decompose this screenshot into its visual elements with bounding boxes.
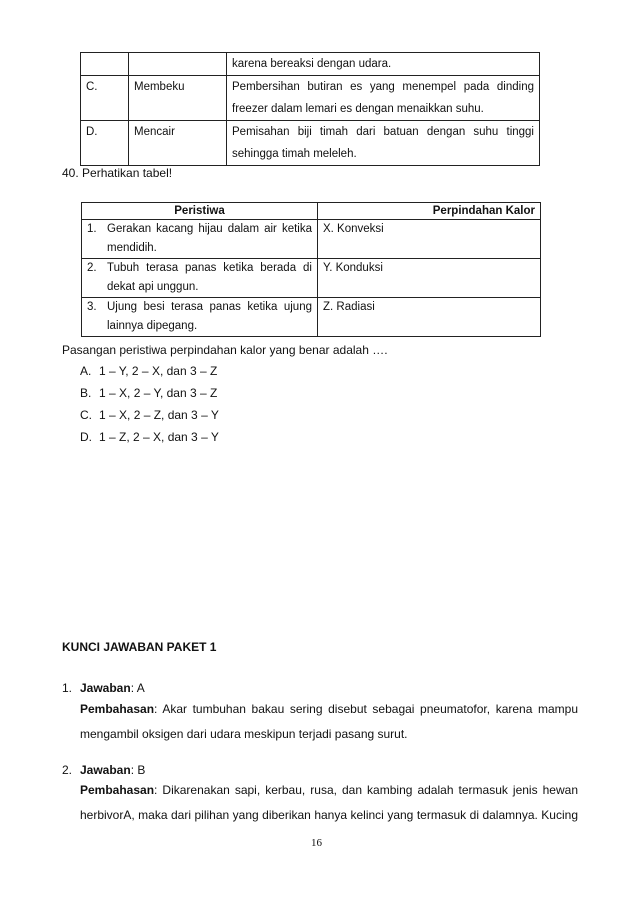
option-text: 1 – X, 2 – Y, dan 3 – Z bbox=[99, 386, 218, 400]
event-cell bbox=[82, 220, 318, 259]
answer-value: : B bbox=[130, 763, 146, 777]
answer-2-header bbox=[62, 763, 145, 777]
table-row bbox=[82, 259, 541, 298]
description-line: sehingga timah meleleh. bbox=[232, 148, 357, 160]
description-line: karena bereaksi dengan udara. bbox=[232, 58, 392, 70]
row-number: 3. bbox=[87, 301, 97, 313]
event-line-2: lainnya dipegang. bbox=[107, 320, 198, 332]
question-40-prompt: 40. Perhatikan tabel! bbox=[62, 166, 173, 180]
event-line-2: mendidih. bbox=[107, 242, 157, 254]
answer-label: Jawaban bbox=[80, 763, 131, 777]
question-40-text: Pasangan peristiwa perpindahan kalor yang benar adalah …. bbox=[62, 343, 388, 357]
option-letter: D. bbox=[80, 430, 92, 444]
option-b bbox=[80, 386, 217, 400]
option-c bbox=[80, 408, 219, 422]
transfer-cell: Y. Konduksi bbox=[318, 259, 541, 298]
option-letter bbox=[81, 53, 129, 76]
event-line bbox=[87, 259, 312, 278]
option-letter: C. bbox=[81, 76, 129, 121]
answer-number: 2. bbox=[62, 763, 73, 777]
option-d bbox=[80, 430, 219, 444]
option-text: 1 – X, 2 – Z, dan 3 – Y bbox=[99, 408, 219, 422]
answer-number: 1. bbox=[62, 681, 73, 695]
answer-value: : A bbox=[130, 681, 145, 695]
table-row bbox=[81, 53, 540, 76]
description-line: Pembersihan butiran es yang menempel pada dinding bbox=[232, 81, 534, 93]
option-letter: A. bbox=[80, 364, 92, 378]
option-letter: C. bbox=[80, 408, 92, 422]
table-row bbox=[81, 121, 540, 166]
answer-1-explanation bbox=[80, 697, 578, 747]
option-description bbox=[227, 121, 540, 166]
row-number: 2. bbox=[87, 262, 97, 274]
event-text: Tubuh terasa panas ketika berada di bbox=[107, 262, 312, 274]
answer-label: Jawaban bbox=[80, 681, 131, 695]
event-line-2: dekat api unggun. bbox=[107, 281, 199, 293]
page-number: 16 bbox=[311, 837, 322, 849]
answer-1-header bbox=[62, 681, 145, 695]
explanation-text: : Dikarenakan sapi, kerbau, rusa, dan kambing adalah termasuk jenis hewan herbivorA, maka dari pilihan yang diberikan hanya kelinci yang termasuk di dalamnya. Kucing bbox=[80, 783, 578, 822]
option-term: Mencair bbox=[129, 121, 227, 166]
row-number: 1. bbox=[87, 223, 97, 235]
table-row bbox=[82, 298, 541, 337]
option-a bbox=[80, 364, 217, 378]
event-line bbox=[87, 298, 312, 317]
option-letter: D. bbox=[81, 121, 129, 166]
event-cell bbox=[82, 259, 318, 298]
description-line: freezer dalam lemari es dengan menaikkan suhu. bbox=[232, 103, 484, 115]
answer-2-explanation bbox=[80, 778, 578, 828]
description-line: Pemisahan biji timah dari batuan dengan suhu tinggi bbox=[232, 126, 534, 138]
table-row bbox=[82, 220, 541, 259]
option-term bbox=[129, 53, 227, 76]
option-text: 1 – Z, 2 – X, dan 3 – Y bbox=[99, 430, 219, 444]
transfer-cell: Z. Radiasi bbox=[318, 298, 541, 337]
answer-key-title: KUNCI JAWABAN PAKET 1 bbox=[62, 640, 217, 654]
event-text: Gerakan kacang hijau dalam air ketika bbox=[107, 223, 312, 235]
explanation-text: : Akar tumbuhan bakau sering disebut sebagai pneumatofor, karena mampu mengambil oksigen dari udara meskipun terjadi pasang surut. bbox=[80, 702, 578, 741]
transfer-cell: X. Konveksi bbox=[318, 220, 541, 259]
header-event: Peristiwa bbox=[82, 203, 318, 220]
event-cell bbox=[82, 298, 318, 337]
header-transfer: Perpindahan Kalor bbox=[318, 203, 541, 220]
event-text: Ujung besi terasa panas ketika ujung bbox=[107, 301, 312, 313]
table-header-row bbox=[82, 203, 541, 220]
previous-question-table bbox=[80, 52, 540, 166]
option-letter: B. bbox=[80, 386, 92, 400]
explanation-label: Pembahasan bbox=[80, 783, 155, 797]
table-row bbox=[81, 76, 540, 121]
option-description bbox=[227, 53, 540, 76]
heat-transfer-table bbox=[81, 202, 541, 337]
explanation-label: Pembahasan bbox=[80, 702, 155, 716]
event-line bbox=[87, 220, 312, 239]
option-description bbox=[227, 76, 540, 121]
option-text: 1 – Y, 2 – X, dan 3 – Z bbox=[99, 364, 218, 378]
option-term: Membeku bbox=[129, 76, 227, 121]
